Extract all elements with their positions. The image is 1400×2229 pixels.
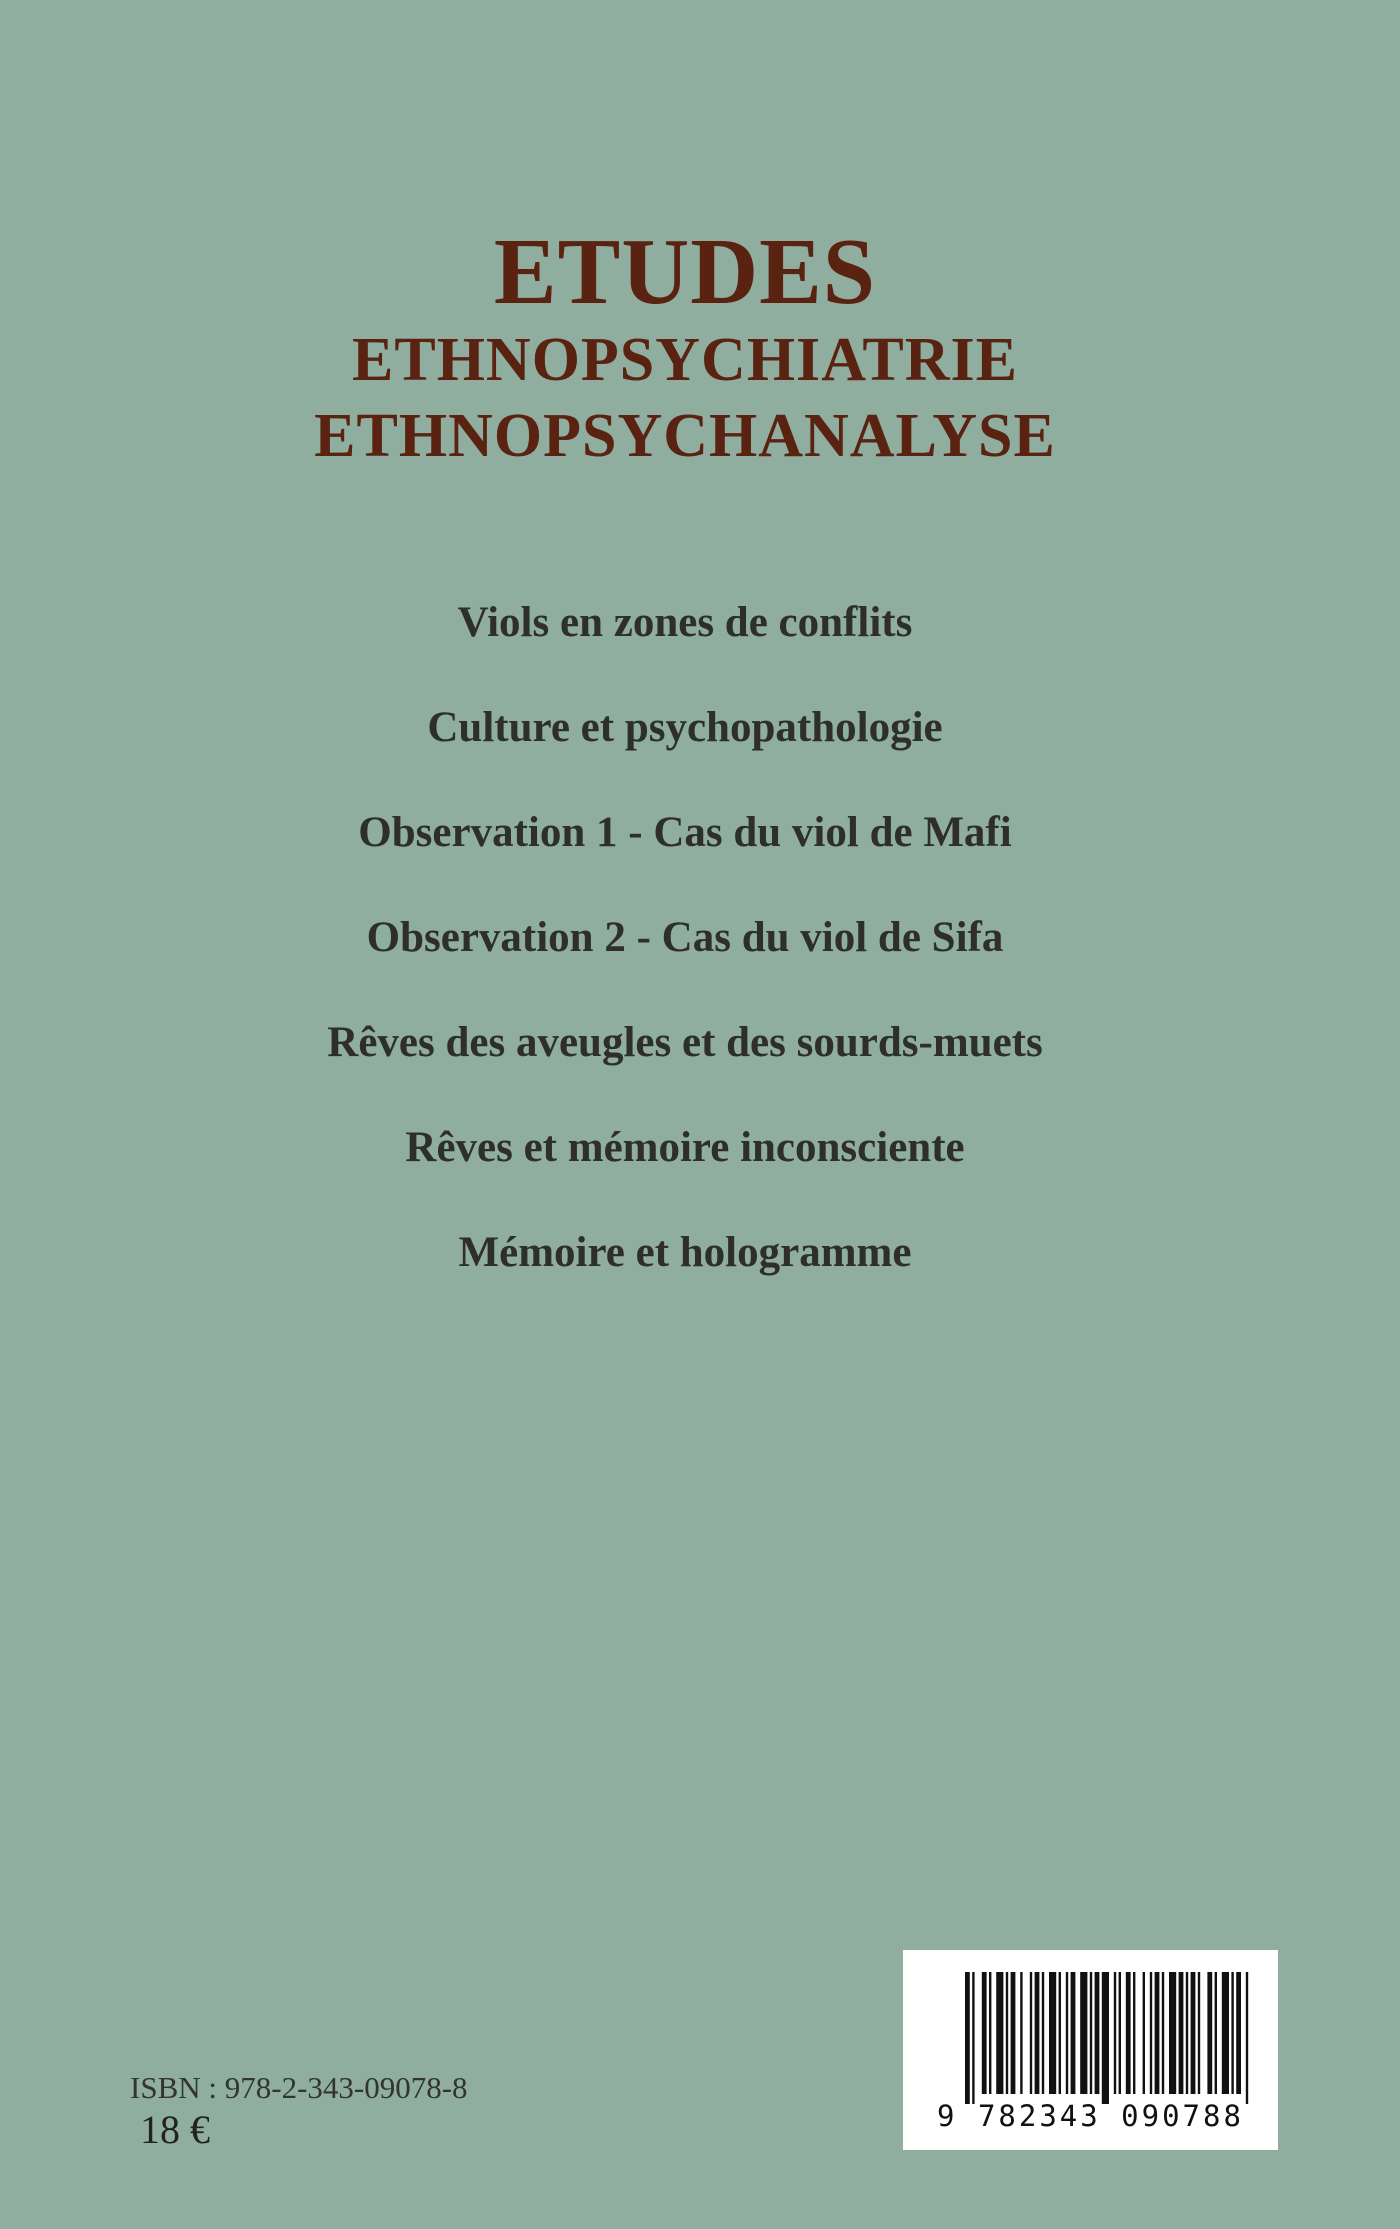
- topic-item: Rêves des aveugles et des sourds-muets: [327, 1019, 1043, 1066]
- barcode-bar: [989, 1972, 991, 2094]
- barcode-bar: [1071, 1972, 1076, 2094]
- title-block: [0, 222, 1370, 474]
- barcode-bar: [1049, 1972, 1056, 2094]
- series-subtitle-ethnopsychiatrie: ETHNOPSYCHIATRIE: [352, 326, 1018, 394]
- barcode-bar: [1102, 1972, 1109, 2104]
- barcode-bar: [1246, 1972, 1248, 2104]
- barcode-bar: [1150, 1972, 1152, 2094]
- series-subtitle-ethnopsychanalyse: ETHNOPSYCHANALYSE: [314, 402, 1056, 470]
- topic-item: Mémoire et hologramme: [458, 1229, 912, 1276]
- barcode-bar: [982, 1972, 987, 2094]
- barcode-bar: [1155, 1972, 1160, 2094]
- topic-item: Observation 2 - Cas du viol de Sifa: [366, 914, 1004, 961]
- barcode-bar: [1035, 1972, 1040, 2094]
- barcode-bar: [1126, 1972, 1131, 2094]
- barcode-bar: [965, 1972, 970, 2104]
- barcode-bar: [1080, 1972, 1087, 2094]
- barcode-bar: [1090, 1972, 1092, 2094]
- barcode-bar: [1143, 1972, 1145, 2094]
- barcode-bar: [1186, 1972, 1188, 2094]
- barcode-bar: [1114, 1972, 1116, 2094]
- barcode-bar: [1169, 1972, 1176, 2094]
- barcode-bar: [1011, 1972, 1016, 2094]
- barcode-bar: [1222, 1972, 1229, 2094]
- barcode-bar: [1066, 1972, 1068, 2094]
- topic-item: Culture et psychopathologie: [427, 704, 943, 751]
- barcode-bar: [1179, 1972, 1184, 2094]
- barcode: [903, 1950, 1278, 2150]
- barcode-bar: [1020, 1972, 1022, 2094]
- topic-item: Rêves et mémoire inconsciente: [405, 1124, 965, 1171]
- barcode-bar: [1030, 1972, 1032, 2094]
- barcode-bar: [972, 1972, 974, 2104]
- barcode-bar: [1006, 1972, 1008, 2094]
- barcode-bar: [1133, 1972, 1135, 2094]
- price-text: 18 €: [140, 2107, 210, 2152]
- barcode-bar: [1236, 1972, 1241, 2094]
- barcode-bar: [1059, 1972, 1061, 2094]
- barcode-bar: [1095, 1972, 1100, 2094]
- barcode-bar: [1231, 1972, 1233, 2094]
- barcode-bar: [996, 1972, 1003, 2094]
- barcode-bar: [1215, 1972, 1217, 2094]
- barcode-bar: [1042, 1972, 1044, 2094]
- topic-item: Viols en zones de conflits: [457, 599, 913, 646]
- barcode-bar: [1191, 1972, 1196, 2094]
- barcode-bar: [1162, 1972, 1164, 2094]
- book-series-title: ETUDES: [493, 220, 877, 324]
- barcode-digits: 9 782343 090788: [937, 2099, 1244, 2133]
- barcode-bar: [1119, 1972, 1121, 2094]
- topic-item: Observation 1 - Cas du viol de Mafi: [358, 809, 1012, 856]
- barcode-bar: [1207, 1972, 1212, 2094]
- topics-list: [0, 596, 1370, 1331]
- isbn-text: ISBN : 978-2-343-09078-8: [130, 2070, 468, 2105]
- barcode-bar: [1198, 1972, 1200, 2094]
